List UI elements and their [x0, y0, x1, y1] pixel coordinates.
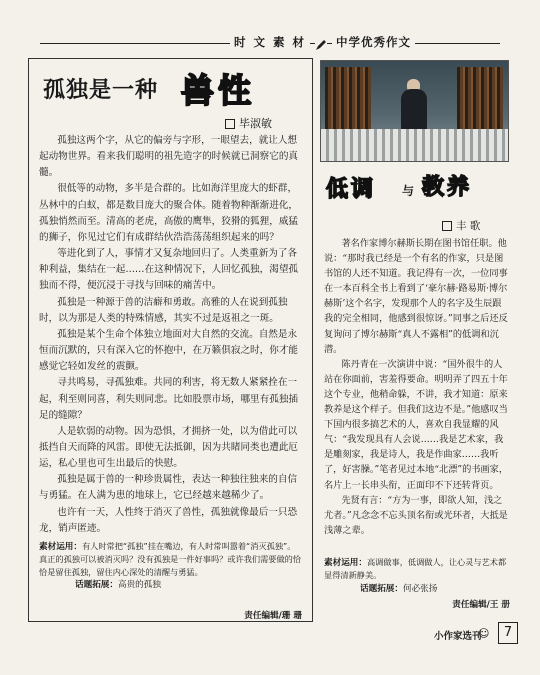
header-magazine-label: 中学优秀作文	[332, 34, 415, 50]
left-paragraph: 孤独这两个字，从它的偏旁与字形，一眼望去，就让人想起动物世界。看来我们聪明的祖先造字的时候就已洞察它的真髓。	[39, 135, 299, 179]
smile-icon: ☺	[478, 627, 490, 640]
balustrade	[321, 129, 508, 161]
right-paragraph: 陈丹青在一次演讲中说：“国外很牛的人站在你面前，害羞得要命。明明弄了四五十年这个专业，他稍命躲，不讲，我才知道：原来教养是这个样子。但我们这边不是。”他感叹当下国内很多搞艺术的人，喜欢自我显耀的风气：“我发现具有人会说……我是艺术家，我是雕刻家，我是诗人，我是作曲家……我听了，好害臊。”笔者见过本地“北漂”的书画家，名片上一长串头衔，正面印不下还转背页。	[324, 358, 509, 491]
right-material-text: 高调做事，低调做人，让心灵与艺术都显得清新静美。	[324, 556, 507, 581]
left-material-note	[39, 540, 303, 578]
left-paragraph: 很低等的动物，多半是合群的。比如海洋里庞大的虾群，丛林中的白蚁，都是数目庞大的聚合体。随着物种渐渐进化，孤独悄然而至。清高的老虎，高傲的鹰隼，狡猾的狐狸，威猛的狮子，你见过它们有成群结伙浩浩荡荡组织起来的吗？	[39, 183, 299, 243]
left-title-art: 兽性	[181, 71, 255, 110]
right-topic-text: 何必张扬	[402, 583, 438, 594]
bookshelf-right	[457, 67, 503, 131]
right-editor-credit: 责任编辑/王 册	[452, 600, 510, 610]
left-paragraph: 人是软弱的动物。因为恐惧，才拥挤一处，以为借此可以抵挡自天而降的风雷。即使无法抵御，因为共睹同类也遭此厄运，私心里也可生出最后的快慰。	[39, 425, 299, 470]
left-author-name: 毕淑敏	[239, 117, 272, 130]
right-title-part-b: 教养	[422, 175, 473, 200]
page-number: 7	[498, 622, 518, 644]
left-editor-credit: 责任编辑/珊 珊	[244, 611, 302, 621]
right-article-title	[322, 160, 510, 214]
left-article-body	[39, 133, 303, 592]
left-article	[28, 58, 313, 622]
right-topic-label: 话题拓展：	[360, 583, 403, 594]
left-author	[225, 115, 272, 131]
left-article-title	[33, 65, 305, 109]
right-title-joiner: 与	[402, 184, 415, 198]
left-paragraph: 孤独是某个生命个体独立地面对大自然的交流。自然是永恒而沉默的，只有深入它的怀抱中，在万籁俱寂之时，你才能感觉它轻如发丝的震颤。	[39, 328, 299, 373]
author-box-icon	[225, 119, 235, 129]
pen-icon	[315, 36, 327, 48]
right-title-part-a: 低调	[326, 177, 377, 202]
author-box-icon	[442, 221, 452, 231]
left-paragraph: 孤独是属于兽的一种珍贵属性，表达一种独往独来的自信与勇猛。在人满为患的地球上，它已经越来越稀少了。	[39, 474, 298, 502]
left-topic	[39, 578, 303, 592]
right-material-label: 素材运用：	[324, 557, 367, 568]
left-paragraph: 寻共鸣易，寻孤独难。共同的利害，将无数人紧紧拴在一起，利至则同喜，利失则同悲。比如股票市场，哪里有孤独插足的缝隙？	[39, 377, 299, 421]
left-paragraph: 孤独是一种源于兽的洁癖和勇敢。高雅的人在说到孤独时，以为那是人类的特殊情感，其实不过是返祖之一斑。	[39, 296, 288, 324]
left-material-label: 素材运用：	[39, 541, 82, 552]
left-topic-text: 高贵的孤独	[117, 580, 161, 591]
header-section-label: 时 文 素 材	[230, 34, 310, 50]
right-article-body	[324, 236, 510, 596]
right-paragraph: 著名作家博尔赫斯长期在图书馆任职。他说：“那时我已经是一个有名的作家，只是图书馆的人还不知道。我记得有一次，一位同事在一本百科全书上看到了‘豪尔赫·路易斯·博尔赫斯’这个名字，发现那个人的名字及生辰跟我的完全相同，他感到很惊讶。”同事之后还反复询问了博尔赫斯“真人不露相”的低调和沉潜。	[324, 238, 508, 355]
left-material-text: 有人时常把“孤独”挂在嘴边，有人时常叫嚣着“消灭孤独”。真正的孤独可以被消灭吗？没有孤独是一件好事吗？或许我们需要做的恰恰是留住孤独，留住内心深处的清醒与勇猛。	[39, 540, 302, 577]
left-title-text: 孤独是一种	[43, 78, 159, 103]
bookshelf-left	[325, 67, 371, 131]
right-paragraph: 先贤有言：“方为一事，即欲人知，浅之尤者。”凡念念不忘头顶名衔或光环者，大抵是浅薄之辈。	[324, 494, 508, 536]
right-author	[442, 218, 480, 233]
right-topic	[324, 582, 510, 596]
section-header	[40, 34, 500, 52]
right-material-note	[324, 556, 510, 582]
right-article	[318, 58, 512, 620]
person-figure	[401, 89, 427, 131]
right-author-name: 丰 歌	[456, 220, 481, 232]
left-paragraph: 也许有一天，人性终于消灭了兽性，孤独就像最后一只恐龙，销声匿迹。	[39, 506, 298, 534]
left-topic-label: 话题拓展：	[75, 580, 118, 591]
left-paragraph: 等进化到了人，事情才又复杂地回归了。人类重新为了各种利益，集结在一起……在这种情况下，人回忆孤独，渴望孤独而不得，便沉浸于寻找与回味的痛苦中。	[39, 248, 299, 292]
footer-magazine-name: 小作家选刊	[434, 631, 482, 642]
library-photo	[320, 60, 509, 162]
